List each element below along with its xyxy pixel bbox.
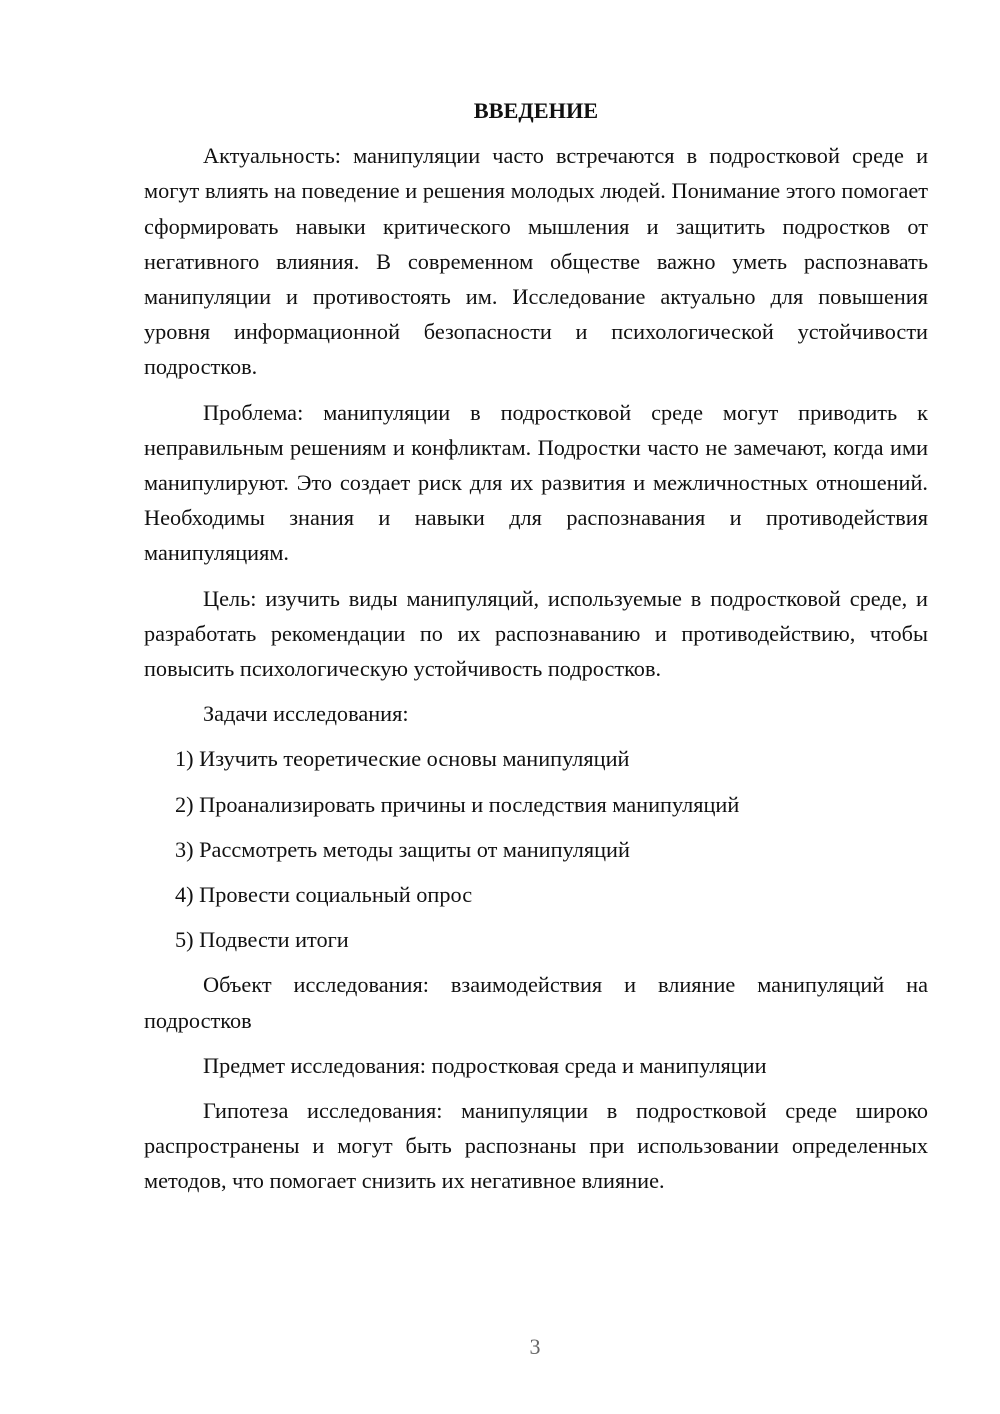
paragraph-relevance: Актуальность: манипуляции часто встречаются в подростковой среде и могут влиять на поведение и решения молодых людей. Понимание этого помогает сформировать навыки критического мышления и защитить подростков от негативного влияния. В современном обществе важно уметь распознавать манипуляции и противостоять им. Исследование актуально для повышения уровня информационной безопасности и психологической устойчивости подростков. — [144, 143, 928, 380]
section-heading: ВВЕДЕНИЕ — [473, 98, 599, 123]
task-item: 5) Подвести итоги — [175, 927, 349, 953]
document-page — [144, 93, 928, 1209]
task-list — [144, 741, 928, 957]
paragraph-problem: Проблема: манипуляции в подростковой среде могут приводить к неправильным решениям и конфликтам. Подростки часто не замечают, когда ими манипулируют. Это создает риск для их развития и межличностных отношений. Необходимы знания и навыки для распознавания и противодействия манипуляциям. — [144, 399, 928, 566]
task-item: 2) Проанализировать причины и последствия манипуляций — [175, 791, 740, 817]
paragraph-hypothesis: Гипотеза исследования: манипуляции в подростковой среде широко распространены и могут быть распознаны при использовании определенных методов, что помогает снизить их негативное влияние. — [144, 1098, 928, 1194]
task-item: 4) Провести социальный опрос — [175, 882, 473, 908]
tasks-label: Задачи исследования: — [203, 701, 409, 727]
paragraph-object: Объект исследования: взаимодействия и влияние манипуляций на подростков — [144, 972, 928, 1033]
paragraph-goal: Цель: изучить виды манипуляций, используемые в подростковой среде, и разработать рекомендации по их распознаванию и противодействию, чтобы повысить психологическую устойчивость подростков. — [144, 585, 928, 682]
page-number: 3 — [529, 1334, 541, 1359]
task-item: 3) Рассмотреть методы защиты от манипуляций — [175, 836, 630, 862]
task-item: 1) Изучить теоретические основы манипуляций — [175, 746, 630, 772]
paragraph-subject: Предмет исследования: подростковая среда и манипуляции — [203, 1052, 767, 1078]
